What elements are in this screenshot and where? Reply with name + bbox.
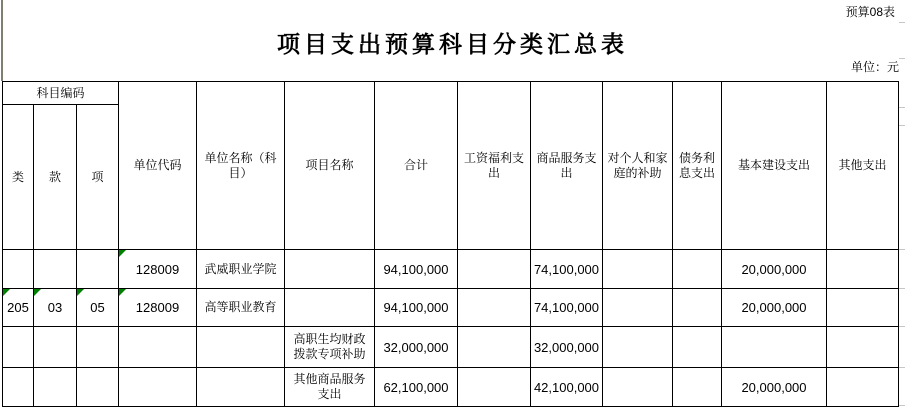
gridline-tick [899,125,905,126]
table-cell[interactable] [603,327,673,368]
table-cell[interactable]: 高职生均财政 拨款专项补助 [285,327,375,368]
cell-error-indicator-icon [34,289,41,296]
table-cell[interactable] [827,250,899,289]
table-cell[interactable]: 205 [3,289,34,327]
table-cell[interactable] [458,289,531,327]
col-header-individual-family-subsidy[interactable]: 对个人和家 庭的补助 [603,82,673,250]
col-header-salary-welfare[interactable]: 工资福利支 出 [458,82,531,250]
table-cell[interactable]: 其他商品服务 支出 [285,368,375,407]
table-cell[interactable] [673,289,722,327]
table-cell[interactable]: 20,000,000 [722,289,827,327]
table-cell[interactable]: 武威职业学院 [197,250,285,289]
table-row [3,368,899,407]
table-cell[interactable] [77,250,119,289]
cell-error-indicator-icon [119,250,126,257]
table-cell[interactable]: 20,000,000 [722,250,827,289]
cell-error-indicator-icon [77,289,84,296]
col-header-class[interactable]: 类 [3,105,34,250]
cell-error-indicator-icon [119,289,126,296]
unit-label: 单位：元 [850,60,899,74]
table-cell[interactable] [285,250,375,289]
gridline-tick [899,326,905,327]
table-cell[interactable] [77,368,119,407]
col-header-item[interactable]: 项 [77,105,119,250]
table-cell[interactable] [827,368,899,407]
cell-error-indicator-icon [3,289,10,296]
table-cell[interactable] [197,327,285,368]
gridline-tick [899,405,905,406]
table-cell[interactable]: 94,100,000 [375,289,458,327]
col-group-header-subject-code[interactable]: 科目编码 [3,82,119,105]
col-header-capital-construction[interactable]: 基本建设支出 [722,82,827,250]
table-cell[interactable] [603,250,673,289]
table-cell[interactable] [197,368,285,407]
table-cell[interactable] [673,368,722,407]
table-cell[interactable] [603,368,673,407]
gridline-tick [899,249,905,250]
col-header-unit-name[interactable]: 单位名称（科 目） [197,82,285,250]
table-cell[interactable] [673,327,722,368]
table-cell[interactable] [285,289,375,327]
gridline-tick [899,367,905,368]
table-cell[interactable] [603,289,673,327]
col-header-total[interactable]: 合计 [375,82,458,250]
page-title: 项目支出预算科目分类汇总表 [277,32,628,57]
table-cell[interactable]: 32,000,000 [531,327,603,368]
table-cell[interactable]: 05 [77,289,119,327]
col-header-project-name[interactable]: 项目名称 [285,82,375,250]
table-cell[interactable]: 62,100,000 [375,368,458,407]
gridline-tick [899,22,905,23]
gridline-tick [899,58,905,59]
table-cell[interactable]: 128009 [119,289,197,327]
budget-summary-table [2,81,899,407]
table-cell[interactable] [119,327,197,368]
table-row [3,289,899,327]
table-cell[interactable] [119,368,197,407]
col-header-goods-services[interactable]: 商品服务支 出 [531,82,603,250]
table-cell[interactable] [827,289,899,327]
table-cell[interactable]: 03 [34,289,77,327]
table-cell[interactable] [673,250,722,289]
table-cell[interactable] [827,327,899,368]
table-cell[interactable]: 高等职业教育 [197,289,285,327]
table-row [3,327,899,368]
table-cell[interactable]: 74,100,000 [531,289,603,327]
form-number-label: 预算08表 [845,5,895,19]
table-cell[interactable]: 20,000,000 [722,368,827,407]
col-header-unit-code[interactable]: 单位代码 [119,82,197,250]
table-cell[interactable] [458,327,531,368]
table-cell[interactable]: 94,100,000 [375,250,458,289]
col-header-debt-interest[interactable]: 债务利 息支出 [673,82,722,250]
table-cell[interactable]: 74,100,000 [531,250,603,289]
table-cell[interactable] [722,327,827,368]
gridline-tick [899,288,905,289]
col-header-subclass[interactable]: 款 [34,105,77,250]
table-cell[interactable]: 32,000,000 [375,327,458,368]
table-cell[interactable] [458,368,531,407]
table-cell[interactable] [3,250,34,289]
table-cell[interactable]: 128009 [119,250,197,289]
gridline-tick [899,107,905,108]
table-cell[interactable]: 42,100,000 [531,368,603,407]
table-cell[interactable] [34,250,77,289]
table-cell[interactable] [458,250,531,289]
table-row [3,250,899,289]
table-cell[interactable] [34,327,77,368]
table-cell[interactable] [3,327,34,368]
table-cell[interactable] [3,368,34,407]
col-header-other-expenditure[interactable]: 其他支出 [827,82,899,250]
table-cell[interactable] [34,368,77,407]
table-cell[interactable] [77,327,119,368]
